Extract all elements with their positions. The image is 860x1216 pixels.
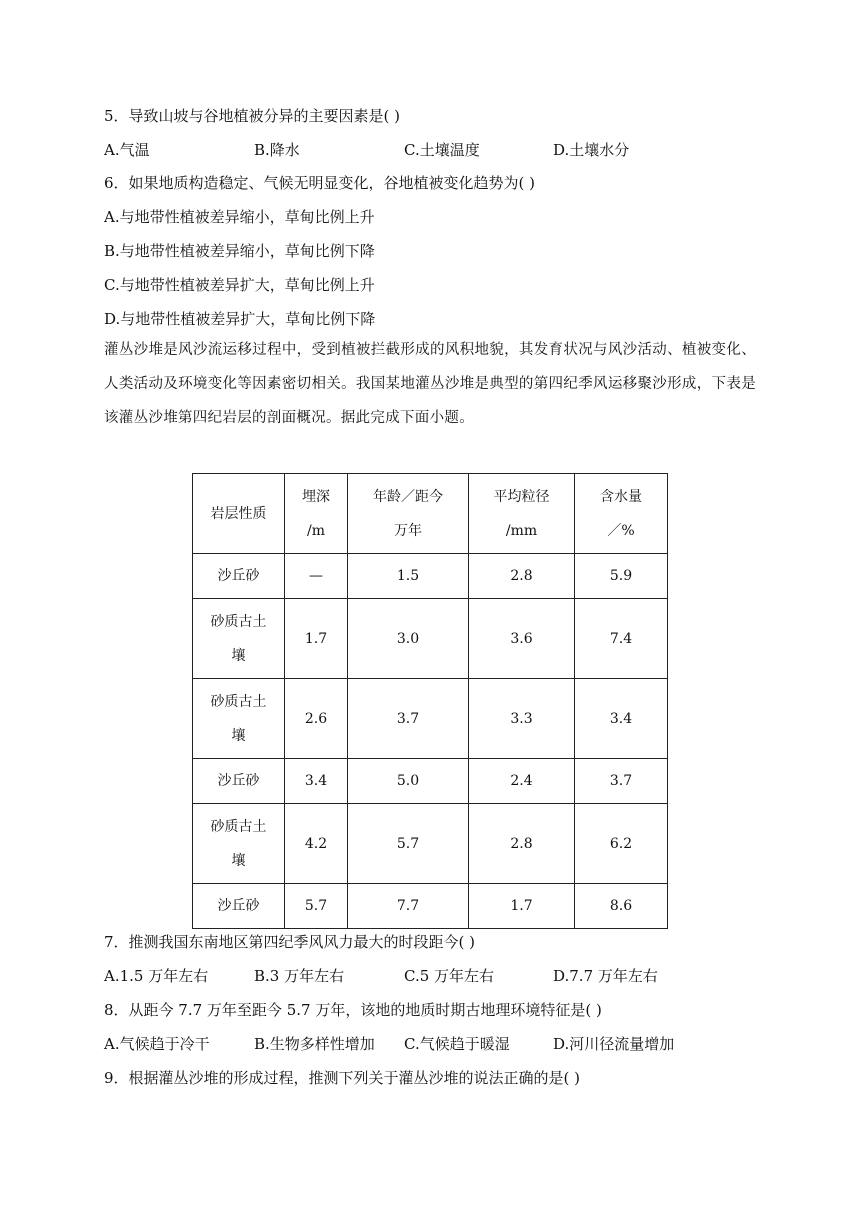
q7-option-a: A.1.5 万年左右: [104, 967, 209, 985]
question-7-options: [104, 966, 764, 986]
table-cell: 5.7: [348, 804, 469, 884]
table-cell: 6.2: [575, 804, 668, 884]
table-cell: —: [285, 554, 348, 599]
q7-option-d: D.7.7 万年左右: [553, 967, 658, 985]
table-cell: 1.5: [348, 554, 469, 599]
table-cell: 砂质古土 壤: [193, 679, 285, 759]
q5-option-b: B.降水: [254, 141, 300, 159]
table-header-row: [193, 474, 668, 554]
table-cell: 1.7: [469, 884, 575, 929]
question-8-options: [104, 1034, 764, 1054]
table-header-cell: 埋深 /m: [285, 474, 348, 554]
table-header-cell: 年龄／距今 万年: [348, 474, 469, 554]
table-cell: 7.4: [575, 599, 668, 679]
table-cell: 沙丘砂: [193, 884, 285, 929]
q6-option-c: C.与地带性植被差异扩大，草甸比例上升: [104, 276, 375, 294]
q6-option-b: B.与地带性植被差异缩小，草甸比例下降: [104, 242, 375, 260]
table-cell: 3.0: [348, 599, 469, 679]
q8-option-c: C.气候趋于暖湿: [404, 1035, 510, 1053]
q7-option-b: B.3 万年左右: [254, 967, 345, 985]
table-cell: 砂质古土 壤: [193, 804, 285, 884]
table-row: [193, 599, 668, 679]
table-row: [193, 554, 668, 599]
question-5-stem: 5．导致山坡与谷地植被分异的主要因素是( ): [104, 107, 401, 125]
q8-option-b: B.生物多样性增加: [254, 1035, 375, 1053]
table-cell: 沙丘砂: [193, 759, 285, 804]
q8-option-d: D.河川径流量增加: [553, 1035, 675, 1053]
table-row: [193, 679, 668, 759]
q5-option-c: C.土壤温度: [404, 141, 480, 159]
table-cell: 4.2: [285, 804, 348, 884]
q5-option-d: D.土壤水分: [553, 141, 630, 159]
table-cell: 3.6: [469, 599, 575, 679]
table-header-cell: 含水量 ／%: [575, 474, 668, 554]
question-5-options: [104, 140, 764, 160]
table-row: [193, 884, 668, 929]
table-cell: 1.7: [285, 599, 348, 679]
question-8-stem: 8．从距今 7.7 万年至距今 5.7 万年，该地的地质时期古地理环境特征是( ): [104, 1001, 602, 1019]
question-6-stem: 6．如果地质构造稳定、气候无明显变化，谷地植被变化趋势为( ): [104, 174, 536, 192]
table-cell: 3.4: [575, 679, 668, 759]
table-cell: 3.3: [469, 679, 575, 759]
table-cell: 7.7: [348, 884, 469, 929]
table-cell: 5.7: [285, 884, 348, 929]
table-cell: 5.9: [575, 554, 668, 599]
table-cell: 2.8: [469, 804, 575, 884]
q6-option-d: D.与地带性植被差异扩大，草甸比例下降: [104, 310, 376, 328]
table-cell: 2.4: [469, 759, 575, 804]
q8-option-a: A.气候趋于冷干: [104, 1035, 210, 1053]
q6-option-a: A.与地带性植被差异缩小，草甸比例上升: [104, 208, 375, 226]
question-9-stem: 9．根据灌丛沙堆的形成过程，推测下列关于灌丛沙堆的说法正确的是( ): [104, 1069, 581, 1087]
table-cell: 砂质古土 壤: [193, 599, 285, 679]
table-cell: 沙丘砂: [193, 554, 285, 599]
table-cell: 3.4: [285, 759, 348, 804]
table-cell: 3.7: [575, 759, 668, 804]
table-header-cell: 平均粒径 /mm: [469, 474, 575, 554]
table-cell: 2.6: [285, 679, 348, 759]
strata-table: [192, 473, 668, 929]
table-cell: 8.6: [575, 884, 668, 929]
table-cell: 3.7: [348, 679, 469, 759]
table-row: [193, 804, 668, 884]
question-7-stem: 7．推测我国东南地区第四纪季风风力最大的时段距今( ): [104, 933, 476, 951]
table-header-cell: 岩层性质: [193, 474, 285, 554]
passage-text: 灌丛沙堆是风沙流运移过程中，受到植被拦截形成的风积地貌，其发育状况与风沙活动、植被变化、人类活动及环境变化等因素密切相关。我国某地灌丛沙堆是典型的第四纪季风运移聚沙形成，下表是该灌丛沙堆第四纪岩层的剖面概况。据此完成下面小题。: [104, 342, 756, 426]
table-cell: 5.0: [348, 759, 469, 804]
q7-option-c: C.5 万年左右: [404, 967, 495, 985]
q5-option-a: A.气温: [104, 141, 150, 159]
table-row: [193, 759, 668, 804]
table-cell: 2.8: [469, 554, 575, 599]
